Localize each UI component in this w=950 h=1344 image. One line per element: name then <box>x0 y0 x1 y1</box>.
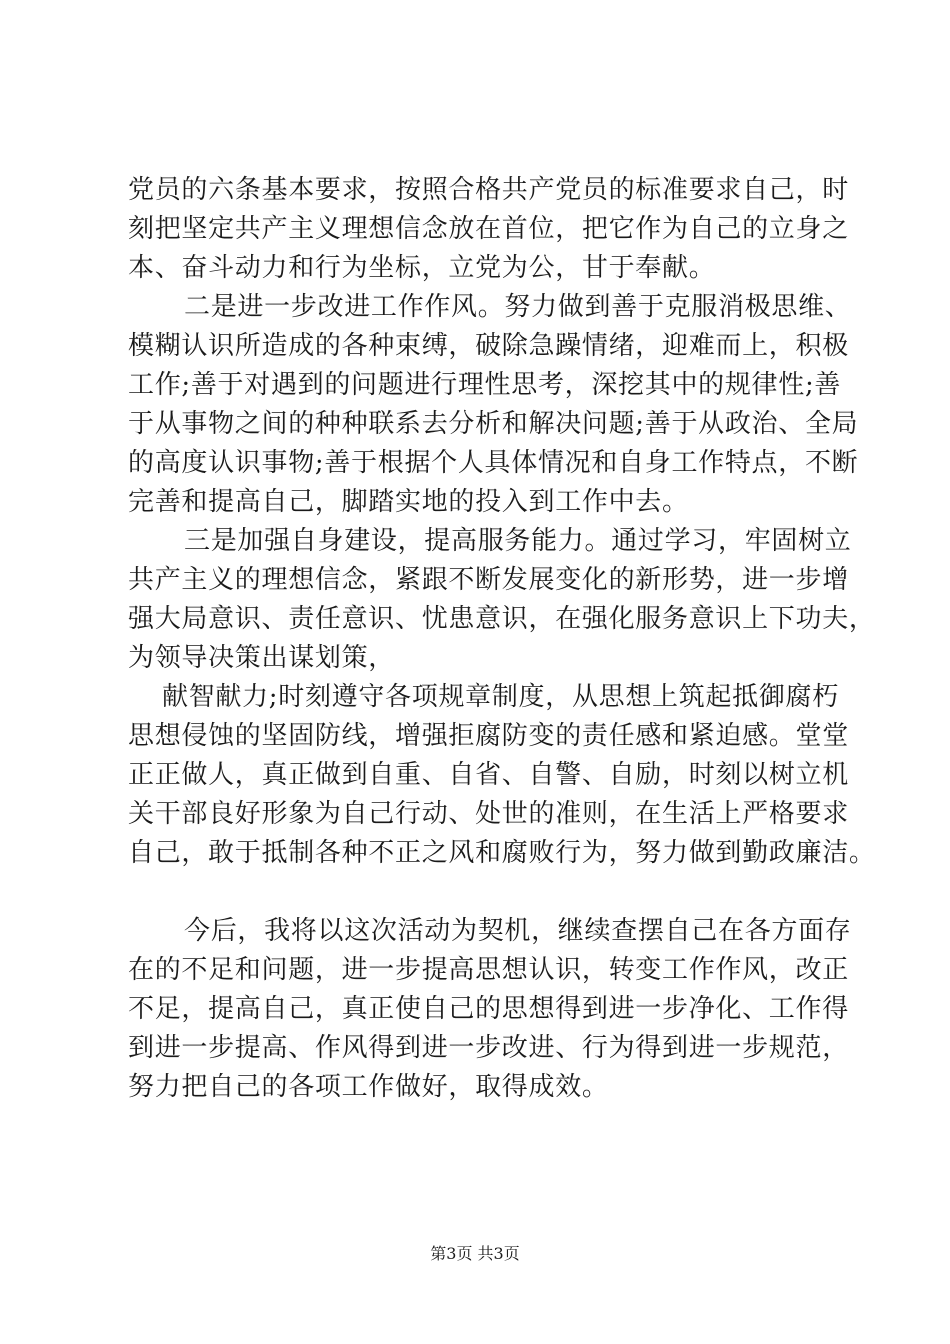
text-line: 于从事物之间的种种联系去分析和解决问题;善于从政治、全局 <box>128 409 859 439</box>
paragraph-start-line: 二是进一步改进工作作风。努力做到善于克服消极思维、 <box>184 292 852 322</box>
text-line: 不足，提高自己，真正使自己的思想得到进一步净化、工作得 <box>128 994 849 1024</box>
text-line: 自己，敢于抵制各种不正之风和腐败行为，努力做到勤政廉洁。 <box>128 838 876 868</box>
paragraph-gap <box>128 873 848 912</box>
text-line: 努力把自己的各项工作做好，取得成效。 <box>128 1072 609 1102</box>
page-number-footer: 第3页 共3页 <box>430 1244 520 1263</box>
text-line: 关干部良好形象为自己行动、处世的准则，在生活上严格要求 <box>128 799 849 829</box>
text-line: 本、奋斗动力和行为坐标，立党为公，甘于奉献。 <box>128 253 716 283</box>
paragraph-start-line: 今后，我将以这次活动为契机，继续查摆自己在各方面存 <box>184 916 852 946</box>
text-line: 的高度认识事物;善于根据个人具体情况和自身工作特点，不断 <box>128 448 859 478</box>
paragraph-start-line: 三是加强自身建设，提高服务能力。通过学习，牢固树立 <box>184 526 852 556</box>
text-line: 到进一步提高、作风得到进一步改进、行为得到进一步规范， <box>128 1033 849 1063</box>
text-line: 为领导决策出谋划策， <box>128 643 396 673</box>
text-line: 思想侵蚀的坚固防线，增强拒腐防变的责任感和紧迫感。堂堂 <box>128 721 849 751</box>
document-body <box>128 171 876 1107</box>
text-line: 共产主义的理想信念，紧跟不断发展变化的新形势，进一步增 <box>128 565 849 595</box>
text-line: 刻把坚定共产主义理想信念放在首位，把它作为自己的立身之 <box>128 214 849 244</box>
paragraph-start-line: 献智献力;时刻遵守各项规章制度，从思想上筑起抵御腐朽 <box>162 682 839 712</box>
text-line: 工作;善于对遇到的问题进行理性思考，深挖其中的规律性;善 <box>128 370 842 400</box>
text-line: 模糊认识所造成的各种束缚，破除急躁情绪，迎难而上，积极 <box>128 331 849 361</box>
text-line: 正正做人，真正做到自重、自省、自警、自励，时刻以树立机 <box>128 760 849 790</box>
text-line: 在的不足和问题，进一步提高思想认识，转变工作作风，改正 <box>128 955 849 985</box>
text-line: 强大局意识、责任意识、忧患意识，在强化服务意识上下功夫， <box>128 604 876 634</box>
text-line: 党员的六条基本要求，按照合格共产党员的标准要求自己，时 <box>128 175 849 205</box>
text-line: 完善和提高自己，脚踏实地的投入到工作中去。 <box>128 487 689 517</box>
